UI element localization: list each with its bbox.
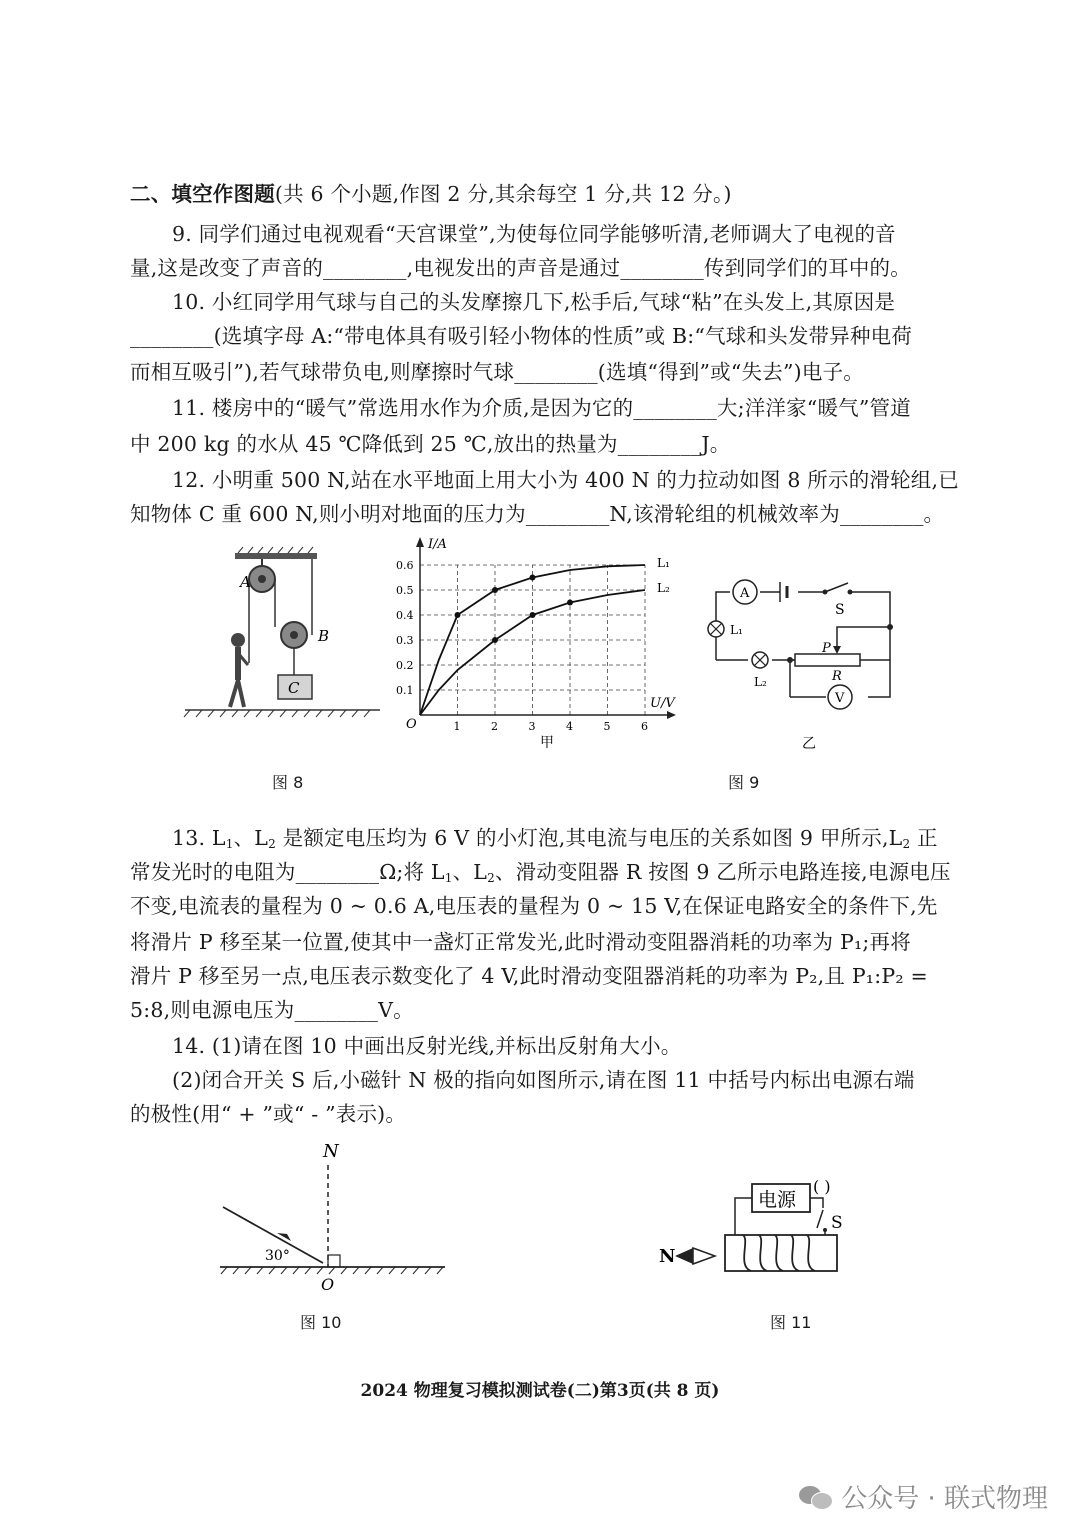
iron-core (725, 1235, 837, 1271)
q14-line1: 14. (1)请在图 10 中画出反射光线,并标出反射角大小。 (172, 1034, 682, 1058)
origin-label: O (406, 717, 417, 732)
switch-label: S (831, 1213, 843, 1233)
ray-arrow (277, 1233, 291, 1241)
section-heading-line (130, 178, 960, 210)
slider-arrow (833, 646, 841, 654)
label-b: B (318, 627, 330, 645)
ceiling-hatch (238, 547, 313, 553)
normal-label: N (323, 1141, 339, 1162)
power-source-label: 电源 (758, 1189, 797, 1211)
ceiling-beam (235, 553, 317, 559)
y-tick-label: 0.2 (396, 659, 414, 672)
polarity-bracket[interactable]: ( ) (813, 1177, 831, 1196)
fig9-sub-b: 乙 (802, 736, 816, 752)
y-tick-label: 0.5 (396, 584, 414, 597)
x-tick-label: 6 (641, 720, 648, 733)
q12-line2: 知物体 C 重 600 N,则小明对地面的压力为________N,该滑轮组的机械效率为________。 (130, 502, 945, 526)
switch-lever (825, 583, 848, 592)
coil-windings (743, 1235, 815, 1271)
right-angle-mark (328, 1255, 340, 1267)
origin-o-label: O (321, 1275, 335, 1294)
y-tick-label: 0.1 (396, 684, 414, 697)
chart-legend (657, 556, 670, 595)
q14-line2: (2)闭合开关 S 后,小磁针 N 极的指向如图所示,请在图 11 中括号内标出电源右端 (172, 1068, 915, 1092)
chart-grid (420, 565, 645, 715)
fig10-caption: 图 10 (300, 1313, 342, 1332)
y-tick-label: 0.3 (396, 634, 414, 647)
page-footer: 2024 物理复习模拟测试卷(二)第3页(共 8 页) (360, 1381, 720, 1401)
x-tick-label: 1 (453, 720, 461, 733)
lamp-l1-label: L₁ (730, 623, 743, 637)
q10-line2: ________(选填字母 A:“带电体具有吸引轻小物体的性质”或 B:“气球和头发带异种电荷 (130, 324, 913, 348)
fig10-reflection-diagram (215, 1135, 450, 1295)
fig11-caption: 图 11 (770, 1313, 812, 1332)
fig8-caption: 图 8 (272, 773, 304, 792)
rheostat-label: R (832, 669, 842, 684)
q13-line5: 滑片 P 移至另一点,电压表示数变化了 4 V,此时滑动变阻器消耗的功率为 P₂,且 P₁:P₂ = (130, 964, 928, 988)
switch-label: S (835, 602, 845, 618)
needle-n-label: N (659, 1246, 676, 1267)
data-point (530, 612, 536, 618)
y-axis-arrow (416, 537, 424, 547)
x-axis-label: U/V (650, 696, 675, 711)
y-tick-label: 0.4 (396, 609, 414, 622)
q11-line1: 11. 楼房中的“暖气”常选用水作为介质,是因为它的________大;洋洋家“暖气”管道 (172, 396, 911, 420)
data-point (530, 575, 536, 581)
slider-label: P (822, 641, 831, 656)
angle-label: 30° (265, 1248, 290, 1264)
q9-line1: 9. 同学们通过电视观看“天宫课堂”,为使每位同学能够听清,老师调大了电视的音 (172, 222, 896, 246)
y-axis-label: I/A (428, 537, 447, 552)
data-point (455, 612, 461, 618)
magnetic-needle-s (693, 1248, 715, 1264)
junction (787, 657, 793, 663)
fig9-iu-chart (392, 535, 692, 755)
fig9-caption: 图 9 (728, 773, 760, 792)
q12-line1: 12. 小明重 500 N,站在水平地面上用大小为 400 N 的力拉动如图 8 所示的滑轮组,已 (172, 468, 959, 492)
watermark (799, 1478, 1048, 1515)
wire (735, 1198, 752, 1235)
switch-contact (823, 590, 828, 595)
person-figure (230, 633, 248, 707)
data-point (567, 600, 573, 606)
series-label-1: L₁ (657, 556, 670, 570)
voltmeter-label: V (835, 691, 845, 706)
data-point (492, 637, 498, 643)
q13-line3: 不变,电流表的量程为 0 ~ 0.6 A,电压表的量程为 0 ~ 15 V,在保证电路安全的条件下,先 (130, 894, 938, 918)
lamp-l2-label: L₂ (754, 675, 767, 689)
q13-line1: 13. $L_1$、$L_2$ 是额定电压均为 6 V 的小灯泡,其电流与电压的关系如图 9 甲所示$,L_2$ 正 (172, 826, 938, 851)
x-tick-label: 3 (528, 720, 536, 733)
x-tick-label: 5 (603, 720, 611, 733)
series-label-2: L₂ (657, 581, 670, 595)
data-point (492, 587, 498, 593)
magnetic-needle-n (675, 1248, 693, 1264)
fig9-circuit (700, 572, 900, 752)
fig9-sub-a: 甲 (540, 735, 554, 751)
y-tick-labels (396, 559, 414, 697)
x-tick-label: 4 (566, 720, 573, 733)
q9-line2: 量,这是改变了声音的________,电视发出的声音是通过________传到同学们的耳中的。 (130, 256, 911, 280)
section-note: (共 6 个小题,作图 2 分,其余每空 1 分,共 12 分。) (274, 182, 732, 206)
switch-s (817, 1210, 823, 1228)
watermark-text: 公众号 · 联式物理 (841, 1484, 1048, 1514)
section-heading: 二、填空作图题 (130, 182, 275, 206)
wire (716, 592, 730, 622)
q10-line3: 而相互吸引”),若气球带负电,则摩擦时气球________(选填“得到”或“失去”)电子。 (130, 360, 864, 384)
fig8-pulley-diagram (180, 545, 385, 725)
x-axis-arrow (667, 711, 676, 719)
x-tick-label: 2 (491, 720, 498, 733)
q10-line1: 10. 小红同学用气球与自己的头发摩擦几下,松手后,气球“粘”在头发上,其原因是 (172, 290, 896, 314)
q13-line6: 5:8,则电源电压为________V。 (130, 998, 414, 1022)
wechat-icon (799, 1484, 833, 1510)
q11-line2: 中 200 kg 的水从 45 ℃降低到 25 ℃,放出的热量为________J。 (130, 432, 731, 456)
q14-line3: 的极性(用“ + ”或“ - ”表示)。 (130, 1102, 407, 1126)
y-tick-label: 0.6 (396, 559, 414, 572)
fig11-electromagnet-diagram (655, 1170, 855, 1285)
q13-line2: 常发光时的电阻为________Ω;将 $L_1$、$L_2$、滑动变阻器 R 按图 9 乙所示电路连接,电源电压 (130, 860, 951, 885)
label-a: A (240, 573, 251, 591)
label-c: C (288, 679, 300, 697)
x-tick-labels (454, 720, 649, 733)
ammeter-label: A (740, 586, 750, 601)
q13-line4: 将滑片 P 移至某一位置,使其中一盏灯正常发光,此时滑动变阻器消耗的功率为 P₁;再将 (130, 930, 911, 954)
